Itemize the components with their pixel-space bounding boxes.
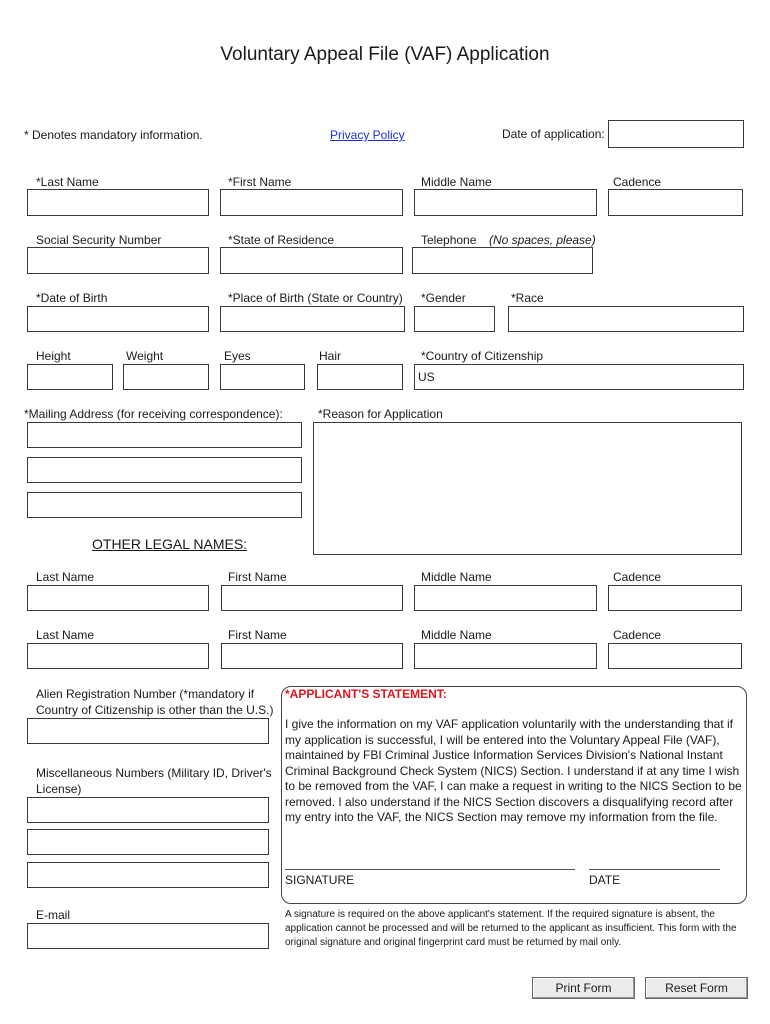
state-residence-input[interactable] xyxy=(220,247,403,274)
date-of-application-label: Date of application: xyxy=(502,127,605,141)
hair-input[interactable] xyxy=(317,364,403,390)
race-input[interactable] xyxy=(508,306,744,332)
misc-numbers-input-3[interactable] xyxy=(27,862,269,888)
dob-input[interactable] xyxy=(27,306,209,332)
other-first-name-label: First Name xyxy=(228,570,287,584)
other-first-name-input-1[interactable] xyxy=(221,585,403,611)
other-last-name-label: Last Name xyxy=(36,570,95,584)
signature-label: SIGNATURE xyxy=(285,873,355,887)
signature-line[interactable] xyxy=(285,869,575,870)
email-input[interactable] xyxy=(27,923,269,949)
other-middle-name-input-2[interactable] xyxy=(414,643,597,669)
other-last-name-label-2: Last Name xyxy=(36,628,95,642)
reason-label: *Reason for Application xyxy=(318,407,443,421)
other-first-name-label-2: First Name xyxy=(228,628,287,642)
misc-numbers-input-1[interactable] xyxy=(27,797,269,823)
applicant-statement-text: I give the information on my VAF application voluntarily with the understanding that if my application is successful, I will be entered into the Voluntary Appeal File (VAF), maintained by FBI Criminal Justice Information Services Division's National Instant Criminal Background Check System (NICS) Section. I understand if at any time I wish to be removed from the VAF, I can make a request in writing to the NICS Section to be removed. I also understand if the NICS Section discovers a disqualifying record after my entry into the VAF, the NICS Section may remove my information from the file. xyxy=(285,717,742,824)
mailing-address-line2[interactable] xyxy=(27,457,302,483)
other-middle-name-label-2: Middle Name xyxy=(421,628,492,642)
place-of-birth-label: *Place of Birth (State or Country) xyxy=(228,291,403,305)
middle-name-input[interactable] xyxy=(414,189,597,216)
race-label: *Race xyxy=(511,291,544,305)
other-cadence-label: Cadence xyxy=(613,570,662,584)
email-label: E-mail xyxy=(36,908,71,922)
hair-label: Hair xyxy=(319,349,342,363)
other-cadence-input-2[interactable] xyxy=(608,643,742,669)
date-label: DATE xyxy=(589,873,621,887)
misc-numbers-label-line2: License) xyxy=(36,782,82,796)
other-middle-name-input-1[interactable] xyxy=(414,585,597,611)
country-citizenship-label: *Country of Citizenship xyxy=(421,349,544,363)
state-residence-label: *State of Residence xyxy=(228,233,335,247)
telephone-label: Telephone xyxy=(421,233,477,247)
alien-reg-input[interactable] xyxy=(27,718,269,744)
mandatory-note: * Denotes mandatory information. xyxy=(24,128,203,142)
mailing-address-line3[interactable] xyxy=(27,492,302,518)
ssn-label: Social Security Number xyxy=(36,233,162,247)
mailing-address-label: *Mailing Address (for receiving correspondence): xyxy=(24,407,283,421)
eyes-label: Eyes xyxy=(224,349,251,363)
reason-textarea[interactable] xyxy=(313,422,742,555)
telephone-hint: (No spaces, please) xyxy=(489,233,596,247)
other-middle-name-label: Middle Name xyxy=(421,570,492,584)
other-last-name-input-2[interactable] xyxy=(27,643,209,669)
first-name-label: *First Name xyxy=(228,175,292,189)
weight-input[interactable] xyxy=(123,364,209,390)
country-citizenship-input[interactable] xyxy=(414,364,744,390)
eyes-input[interactable] xyxy=(220,364,305,390)
height-input[interactable] xyxy=(27,364,113,390)
misc-numbers-label-line1: Miscellaneous Numbers (Military ID, Driver's xyxy=(36,766,272,780)
other-first-name-input-2[interactable] xyxy=(221,643,403,669)
height-label: Height xyxy=(36,349,71,363)
applicant-statement-heading: *APPLICANT'S STATEMENT: xyxy=(285,687,447,701)
other-cadence-input-1[interactable] xyxy=(608,585,742,611)
dob-label: *Date of Birth xyxy=(36,291,108,305)
last-name-label: *Last Name xyxy=(36,175,99,189)
weight-label: Weight xyxy=(126,349,164,363)
date-of-application-input[interactable] xyxy=(608,120,744,148)
last-name-input[interactable] xyxy=(27,189,209,216)
other-cadence-label-2: Cadence xyxy=(613,628,662,642)
reset-form-button[interactable]: Reset Form xyxy=(645,977,748,999)
telephone-input[interactable] xyxy=(412,247,593,274)
misc-numbers-input-2[interactable] xyxy=(27,829,269,855)
other-last-name-input-1[interactable] xyxy=(27,585,209,611)
middle-name-label: Middle Name xyxy=(421,175,492,189)
gender-label: *Gender xyxy=(421,291,466,305)
signature-footnote: A signature is required on the above applicant's statement. If the required signature is absent, the application cannot be processed and will be returned to the applicant as insufficient. This form with the original signature and original fingerprint card must be returned by mail only. xyxy=(285,909,737,948)
first-name-input[interactable] xyxy=(220,189,403,216)
print-form-button[interactable]: Print Form xyxy=(532,977,635,999)
alien-reg-label-line2: Country of Citizenship is other than the U.S.) xyxy=(36,703,274,717)
ssn-input[interactable] xyxy=(27,247,209,274)
place-of-birth-input[interactable] xyxy=(220,306,405,332)
mailing-address-line1[interactable] xyxy=(27,422,302,448)
other-legal-names-heading: OTHER LEGAL NAMES: xyxy=(92,536,248,552)
cadence-label: Cadence xyxy=(613,175,662,189)
gender-input[interactable] xyxy=(414,306,495,332)
privacy-policy-link[interactable]: Privacy Policy xyxy=(330,128,405,142)
form-title: Voluntary Appeal File (VAF) Application xyxy=(220,44,550,65)
date-line[interactable] xyxy=(589,869,720,870)
alien-reg-label-line1: Alien Registration Number (*mandatory if xyxy=(36,687,255,701)
cadence-input[interactable] xyxy=(608,189,743,216)
